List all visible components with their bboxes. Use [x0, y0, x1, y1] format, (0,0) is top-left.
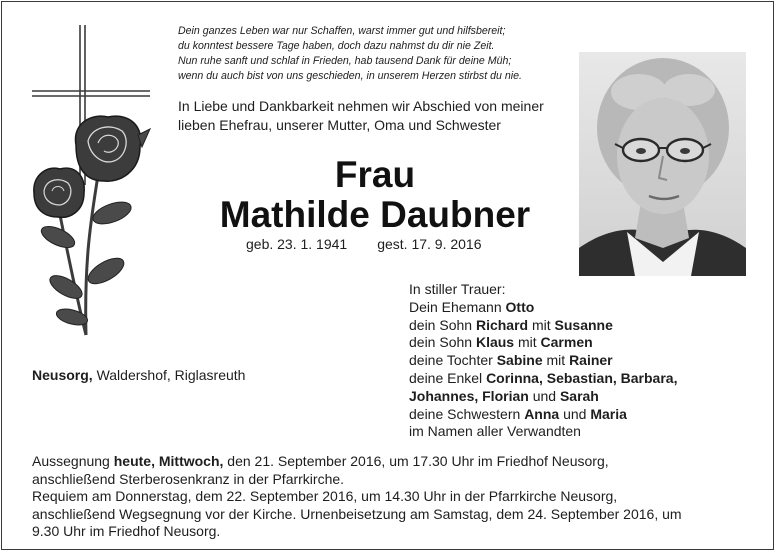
mourner-name: Richard — [475, 316, 529, 333]
mourner-name: Carmen — [540, 334, 593, 351]
mourner-connector: und — [528, 387, 560, 404]
mourner-name: Rainer — [569, 352, 613, 369]
mourner-relation: deine Enkel — [409, 369, 487, 386]
funeral-text: Aussegnung — [32, 453, 114, 469]
life-dates — [246, 236, 482, 252]
mourner-line — [409, 299, 677, 317]
mourner-connector: mit — [528, 316, 555, 333]
mourner-name: Corinna, Sebastian, Barbara, — [486, 369, 678, 386]
mourner-line — [409, 334, 677, 352]
mourner-connector: und — [559, 405, 591, 422]
mourner-name: Susanne — [554, 316, 613, 333]
mourner-name: Klaus — [475, 334, 515, 351]
mourners-list — [409, 281, 677, 441]
mourner-name: Sarah — [559, 387, 599, 404]
intro-text: In Liebe und Dankbarkeit nehmen wir Abschied von meiner lieben Ehefrau, unserer Mutter, Oma und Schwester — [178, 98, 544, 133]
mourner-relation: Dein Ehemann — [409, 298, 506, 315]
funeral-info — [32, 453, 762, 541]
mourner-name: Anna — [524, 405, 560, 422]
poem-line: Dein ganzes Leben war nur Schaffen, warst immer gut und hilfsbereit; — [178, 25, 506, 37]
funeral-line — [32, 453, 762, 471]
mourner-name: Maria — [590, 405, 627, 422]
funeral-line: anschließend Wegsegnung vor der Kirche. Urnenbeisetzung am Samstag, dem 24. September 2016, um — [32, 505, 682, 522]
funeral-line: 9.30 Uhr im Friedhof Neusorg. — [32, 523, 221, 539]
portrait-photo — [579, 52, 746, 276]
place-others: Waldershof, Riglasreuth — [92, 367, 246, 383]
mourner-name: Sabine — [496, 352, 543, 369]
mourner-line — [409, 388, 677, 406]
mourner-line — [409, 370, 677, 388]
funeral-line: Requiem am Donnerstag, dem 22. September 2016, um 14.30 Uhr in der Pfarrkirche Neusorg, — [32, 488, 618, 504]
birth-date: geb. 23. 1. 1941 — [246, 236, 348, 252]
mourner-line — [409, 352, 677, 370]
deceased-name: Mathilde Daubner — [219, 194, 531, 235]
mourner-name: Johannes, Florian — [409, 387, 529, 404]
death-date: gest. 17. 9. 2016 — [377, 236, 482, 252]
place-main: Neusorg, — [32, 367, 93, 383]
poem-line: du konntest bessere Tage haben, doch dazu nahmst du dir nie Zeit. — [178, 40, 495, 52]
funeral-text: den 21. September 2016, um 17.30 Uhr im Friedhof Neusorg, — [223, 453, 609, 469]
poem-line: Nun ruhe sanft und schlaf in Frieden, hab tausend Dank für deine Müh; — [178, 55, 512, 67]
mourner-connector: mit — [542, 352, 570, 369]
mourner-relation: dein Sohn — [409, 316, 476, 333]
funeral-emphasis: heute, Mittwoch, — [113, 453, 224, 469]
funeral-line: anschließend Sterberosenkranz in der Pfarrkirche. — [32, 470, 345, 487]
cross-with-roses-icon — [26, 25, 166, 345]
mourner-line — [409, 317, 677, 335]
mourner-line — [409, 406, 677, 424]
mourner-connector: mit — [514, 334, 541, 351]
mourner-relation: dein Sohn — [409, 334, 476, 351]
mourner-relation: deine Schwestern — [409, 405, 525, 422]
mourners-heading: In stiller Trauer: — [409, 281, 506, 297]
places — [32, 367, 245, 383]
poem-line: wenn du auch bist von uns geschieden, in unserem Herzen stirbst du nie. — [178, 70, 522, 82]
mourner-name: Otto — [505, 298, 535, 315]
mourner-relation: deine Tochter — [409, 352, 497, 369]
deceased-title: Frau — [334, 154, 416, 195]
mourner-line: im Namen aller Verwandten — [409, 423, 581, 440]
poem — [178, 24, 588, 84]
